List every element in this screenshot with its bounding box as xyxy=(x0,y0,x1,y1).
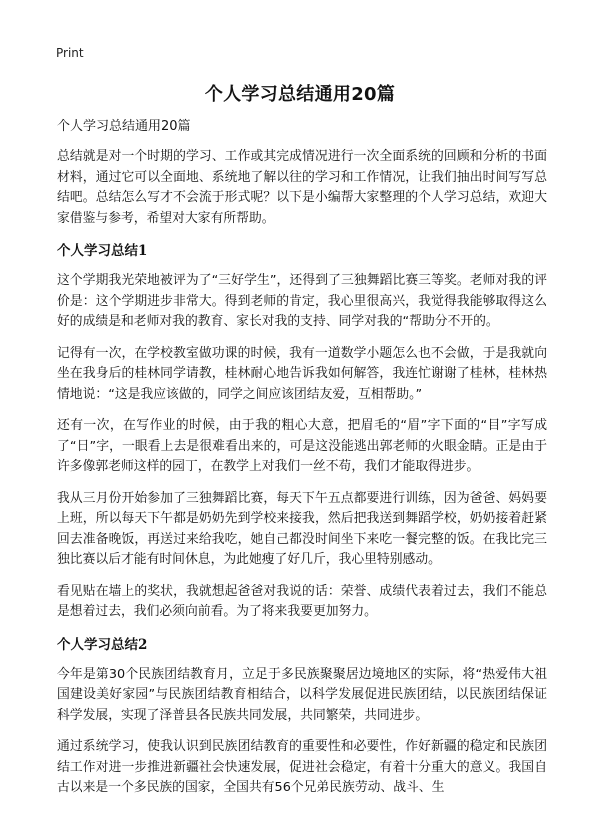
paragraph: 我从三月份开始参加了三独舞蹈比赛，每天下午五点都要进行训练，因为爸爸、妈妈要上班，所以每天下午都是奶奶先到学校来接我，然后把我送到舞蹈学校，奶奶接着赶紧回去准备晚饭，再送过来给我吃，她自己都没时间坐下来吃一餐完整的饭。在我比完三独比赛以后才能有时间休息，为此她瘦了好几斤，我心里特别感动。 xyxy=(57,490,547,567)
document-body xyxy=(57,117,547,810)
intro-paragraph: 总结就是对一个时期的学习、工作或其完成情况进行一次全面系统的回顾和分析的书面材料，通过它可以全面地、系统地了解以往的学习和工作情况，让我们抽出时间写写总结吧。总结怎么写才不会流于形式呢？以下是小编帮大家整理的个人学习总结，欢迎大家借鉴与参考，希望对大家有所帮助。 xyxy=(57,149,547,226)
paragraph: 记得有一次，在学校教室做功课的时候，我有一道数学小题怎么也不会做，于是我就向坐在我身后的桂林同学请教，桂林耐心地告诉我如何解答，我连忙谢谢了桂林，桂林热情地说：“这是我应该做的，同学之间应该团结友爱，互相帮助。” xyxy=(57,345,547,402)
paragraph: 通过系统学习，使我认识到民族团结教育的重要性和必要性，作好新疆的稳定和民族团结工作对进一步推进新疆社会快速发展，促进社会稳定，有着十分重大的意义。我国自古以来是一个多民族的国家，全国共有56个兄弟民族劳动、战斗、生 xyxy=(57,739,547,795)
paragraph: 还有一次，在写作业的时候，由于我的粗心大意，把眉毛的“眉”字下面的“目”字写成了“日”字，一眼看上去是很难看出来的，可是这没能逃出郭老师的火眼金睛。正是由于许多像郭老师这样的园丁，在教学上对我们一丝不苟，我们才能取得进步。 xyxy=(57,418,547,474)
print-link[interactable]: Print xyxy=(56,46,84,60)
paragraph: 看见贴在墙上的奖状，我就想起爸爸对我说的话：荣誉、成绩代表着过去，我们不能总是想着过去，我们必须向前看。为了将来我要更加努力。 xyxy=(57,583,547,619)
page-title: 个人学习总结通用20篇 xyxy=(204,84,396,105)
section-heading: 个人学习总结1 xyxy=(57,243,148,259)
section-heading: 个人学习总结2 xyxy=(57,636,148,653)
document-subtitle: 个人学习总结通用20篇 xyxy=(57,119,191,134)
paragraph: 这个学期我光荣地被评为了“三好学生”，还得到了三独舞蹈比赛三等奖。老师对我的评价是：这个学期进步非常大。得到老师的肯定，我心里很高兴，我觉得我能够取得这么好的成绩是和老师对我的教育、家长对我的支持、同学对我的“帮助分不开的。 xyxy=(57,273,547,329)
paragraph: 今年是第30个民族团结教育月，立足于多民族聚聚居边境地区的实际，将“热爱伟大祖国建设美好家园”与民族团结教育相结合，以科学发展促进民族团结，以民族团结保证科学发展，实现了泽普县各民族共同发展，共同繁荣，共同进步。 xyxy=(57,666,547,723)
